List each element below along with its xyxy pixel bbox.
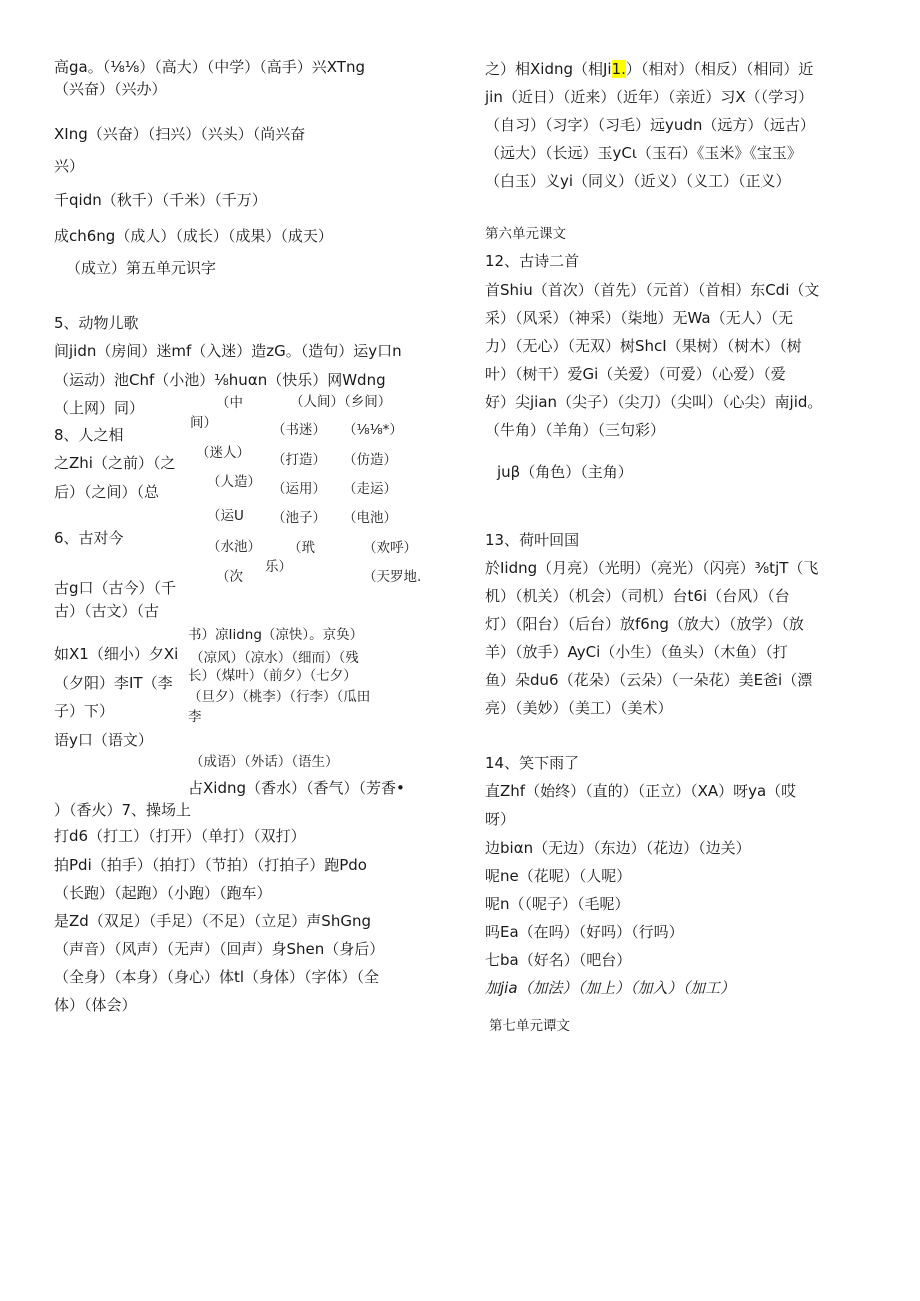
section-heading: 第七单元谭文: [489, 1018, 570, 1034]
text-line: （全身）（本身）（身心）体tl（身体）（字体）（全: [54, 968, 380, 986]
text-fragment: （中: [216, 395, 243, 411]
text-line: XIng（兴奋）（扫兴）（兴头）（尚兴奋: [54, 125, 306, 143]
text-fragment: （次: [216, 569, 243, 585]
text-line: 如X1（细小）夕Xi: [54, 645, 179, 663]
text-line: 叶）（树干）爱Gi（关爱）（可爱）（心爱）（爱: [485, 365, 786, 383]
text-line: （自习）（习字）（习毛）远yudn（远方）（远古）: [485, 116, 815, 134]
text-fragment: （天罗地.: [363, 569, 422, 585]
text-fragment: （⅛⅛*）: [343, 422, 403, 438]
text-line: 体）（体会）: [54, 996, 137, 1014]
text-line: （声音）（风声）（无声）（回声）身Shen（身后）: [54, 940, 385, 958]
text-fragment: （水池）: [207, 539, 261, 555]
text-line: 加jia（加法）（加上）（加入）（加工）: [485, 979, 736, 997]
text-line: 力）（无心）（无双）树ShcI（果树）（树木）（树: [485, 337, 802, 355]
section-heading: 12、古诗二首: [485, 252, 580, 270]
text-fragment: （人造）: [207, 474, 261, 490]
text-line: 后）（之间）（总: [54, 483, 160, 501]
text-fragment: （玳: [288, 540, 315, 556]
text-fragment: （欢呼）: [363, 540, 417, 556]
text-line: ）（香火）7、操场上: [54, 801, 192, 819]
text-line: 亮）（美妙）（美工）（美术）: [485, 699, 673, 717]
text-line: 打d6（打工）（打开）（单打）（双打）: [54, 827, 306, 845]
text-line: 机）（机关）（机会）（司机）台t6i（台风）（台: [485, 587, 790, 605]
text-line: 呢ne（花呢）（人呢）: [485, 867, 632, 885]
text-line: 占Xidng（香水）（香气）（芳香•: [188, 779, 405, 797]
section-heading: 5、动物儿歌: [54, 314, 139, 332]
text-line: 拍Pdi（拍手）（拍打）（节拍）（打拍子）跑Pdo: [54, 856, 367, 874]
text-line: 采）（风采）（神采）（柒地）无Wa（无人）（无: [485, 309, 794, 327]
text-line: （凉风）（凉水）（细而）（残: [190, 650, 359, 666]
text-line: （兴奋）（兴办）: [54, 80, 167, 98]
text-line: 千qidn（秋千）（千米）（千万）: [54, 191, 267, 209]
text-line: 子）下）: [54, 702, 115, 720]
text-line: 吗Ea（在吗）（好吗）（行吗）: [485, 923, 684, 941]
text-fragment: （仿造）: [343, 452, 397, 468]
text-line: 羊）（放手）AyCi（小生）（鱼头）（木鱼）（打: [485, 643, 788, 661]
text-line: （运动）池Chf（小池）⅛huαn（快乐）网Wdng: [54, 371, 386, 389]
text-fragment: 乐）: [265, 559, 292, 575]
text-line: 於Iidng（月亮）（光明）（亮光）（闪亮）⅜tjT（飞: [485, 559, 819, 577]
text-fragment: （人间）（乡间）: [290, 394, 392, 410]
text-line: 成ch6ng（成人）（成长）（成果）（成天）: [54, 227, 333, 245]
highlighted-text: 1.: [611, 60, 626, 78]
text-line: （成立）第五单元识字: [66, 259, 217, 277]
text-line: jin（近日）（近来）（近年）（亲近）习X（（学习）: [485, 88, 814, 106]
text-line: （夕阳）李IT（李: [54, 674, 173, 692]
text-fragment: （书迷）: [272, 422, 326, 438]
text-fragment: 之）相Xidng（相Ji: [485, 60, 612, 78]
text-line: 之Zhi（之前）（之: [54, 454, 176, 472]
text-line: 边biαn（无边）（东边）（花边）（边关）: [485, 839, 751, 857]
text-line: 呢n（（呢子）（毛呢）: [485, 895, 630, 913]
text-line: （成语）（外话）（语生）: [190, 754, 339, 770]
text-fragment: （运用）: [272, 481, 326, 497]
text-line: 古）（古文）（古: [54, 602, 160, 620]
text-fragment: （打造）: [272, 452, 326, 468]
text-line: 首Shiu（首次）（首先）（元首）（首相）东Cdi（文: [485, 281, 820, 299]
text-line: 兴）: [54, 157, 85, 175]
text-line: [485, 59, 813, 79]
text-line: （牛角）（羊角）（三句彩）: [485, 421, 666, 439]
section-heading: 8、人之相: [54, 426, 124, 444]
text-line: （上网）同）: [54, 399, 145, 417]
text-line: 是Zd（双足）（手足）（不足）（立足）声ShGng: [54, 912, 371, 930]
text-line: 高ga。（⅛⅛）（高大）（中学）（高手）兴XTng: [54, 58, 365, 76]
text-fragment: ）（相对）（相反）（相同）近: [625, 60, 814, 78]
text-fragment: （走运）: [343, 481, 397, 497]
text-fragment: 间）: [190, 415, 217, 431]
text-fragment: 李: [188, 709, 202, 725]
text-line: 长）（煤叶）（前夕）（七夕）: [188, 668, 357, 684]
text-line: juβ（角色）（主角）: [497, 463, 633, 481]
text-line: （远大）（长远）玉yCι（玉石）《玉米》《宝玉》: [485, 144, 802, 162]
text-line: 间jidn（房间）迷mf（入迷）造zG。（造句）运y口n: [54, 342, 402, 360]
text-line: 鱼）朵du6（花朵）（云朵）（一朵花）美E爸i（漂: [485, 671, 813, 689]
text-line: 语y口（语文）: [54, 731, 153, 749]
text-line: 呀）: [485, 810, 516, 828]
text-line: （白玉）义yi（同义）（近义）（义工）（正义）: [485, 172, 791, 190]
section-heading: 13、荷叶回国: [485, 531, 580, 549]
text-line: 古g口（古今）（千: [54, 579, 177, 597]
text-line: （旦夕）（桃李）（行李）（瓜田: [188, 689, 371, 705]
section-heading: 6、古对今: [54, 529, 124, 547]
text-fragment: （电池）: [343, 510, 397, 526]
section-heading: 第六单元课文: [485, 226, 566, 242]
text-line: 七ba（好名）（吧台）: [485, 951, 632, 969]
text-line: 好）尖jian（尖子）（尖刀）（尖叫）（心尖）南jid。: [485, 393, 823, 411]
text-line: （长跑）（起跑）（小跑）（跑车）: [54, 884, 272, 902]
section-heading: 14、笑下雨了: [485, 754, 580, 772]
text-fragment: （运U: [207, 508, 244, 524]
text-fragment: （迷人）: [196, 445, 250, 461]
text-line: 灯）（阳台）（后台）放f6ng（放大）（放学）（放: [485, 615, 804, 633]
text-line: 直Zhf（始终）（直的）（正立）（XA）呀ya（哎: [485, 782, 797, 800]
text-line: 书）凉Iidng（凉快）。京奂）: [188, 627, 364, 643]
text-fragment: （池子）: [272, 510, 326, 526]
